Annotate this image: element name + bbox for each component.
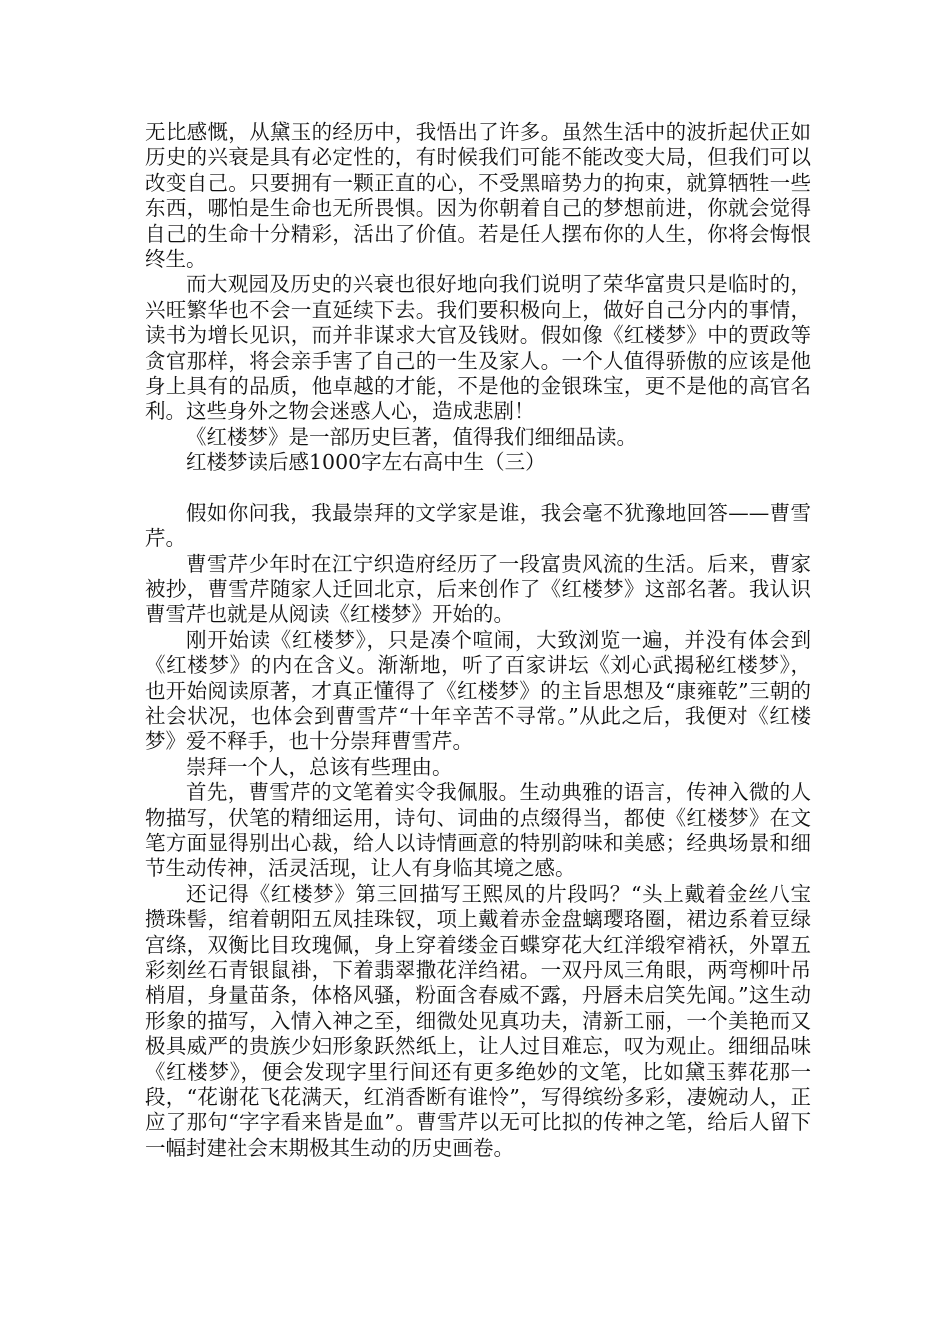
paragraph: 无比感慨，从黛玉的经历中，我悟出了许多。虽然生活中的波折起伏正如历史的兴衰是具有必定性的，有时候我们可能不能改变大局，但我们可以改变自己。只要拥有一颗正直的心，不受黑暗势力的拘束，就算牺牲一些东西，哪怕是生命也无所畏惧。因为你朝着自己的梦想前进，你就会觉得自己的生命十分精彩，活出了价值。若是任人摆布你的人生，你将会悔恨终生。 xyxy=(145,120,811,272)
paragraph: 曹雪芹少年时在江宁织造府经历了一段富贵风流的生活。后来，曹家被抄，曹雪芹随家人迁回北京，后来创作了《红楼梦》这部名著。我认识曹雪芹也就是从阅读《红楼梦》开始的。 xyxy=(145,551,811,627)
document-body xyxy=(145,120,811,1161)
paragraph: 红楼梦读后感1000字左右高中生（三） xyxy=(186,450,546,475)
essay-part-one xyxy=(145,120,811,476)
essay-part-three xyxy=(145,501,811,1162)
blank-line xyxy=(145,476,811,501)
paragraph: 首先，曹雪芹的文笔着实令我佩服。生动典雅的语言，传神入微的人物描写，伏笔的精细运用，诗句、词曲的点缀得当，都使《红楼梦》在文笔方面显得别出心裁，给人以诗情画意的特别韵味和美感；经典场景和细节生动传神，活灵活现，让人有身临其境之感。 xyxy=(145,780,811,881)
paragraph: 《红楼梦》是一部历史巨著，值得我们细细品读。 xyxy=(186,424,637,449)
paragraph: 假如你问我，我最崇拜的文学家是谁，我会毫不犹豫地回答——曹雪芹。 xyxy=(145,500,811,551)
paragraph: 还记得《红楼梦》第三回描写王熙凤的片段吗？“头上戴着金丝八宝攒珠髻，绾着朝阳五凤挂珠钗，项上戴着赤金盘螭璎珞圈，裙边系着豆绿宫绦，双衡比目玫瑰佩，身上穿着缕金百蝶穿花大红洋缎窄褙袄，外罩五彩刻丝石青银鼠褂，下着翡翠撒花洋绉裙。一双丹凤三角眼，两弯柳叶吊梢眉，身量苗条，体格风骚，粉面含春威不露，丹唇未启笑先闻。”这生动形象的描写，入情入神之至，细微处见真功夫，清新工丽，一个美艳而又极具威严的贵族少妇形象跃然纸上，让人过目难忘，叹为观止。细细品味《红楼梦》，便会发现字里行间还有更多绝妙的文笔，比如黛玉葬花那一段，“花谢花飞花满天，红消香断有谁怜”，写得缤纷多彩，凄婉动人，正应了那句“字字看来皆是血”。曹雪芹以无可比拟的传神之笔，给后人留下一幅封建社会末期极其生动的历史画卷。 xyxy=(145,881,811,1160)
paragraph: 刚开始读《红楼梦》，只是凑个喧闹，大致浏览一遍，并没有体会到《红楼梦》的内在含义。渐渐地，听了百家讲坛《刘心武揭秘红楼梦》，也开始阅读原著，才真正懂得了《红楼梦》的主旨思想及“康雍乾”三朝的社会状况，也体会到曹雪芹“十年辛苦不寻常。”从此之后，我便对《红楼梦》爱不释手，也十分崇拜曹雪芹。 xyxy=(145,627,811,754)
paragraph: 崇拜一个人，总该有些理由。 xyxy=(186,754,453,779)
paragraph: 而大观园及历史的兴衰也很好地向我们说明了荣华富贵只是临时的，兴旺繁华也不会一直延续下去。我们要积极向上，做好自己分内的事情，读书为增长见识，而并非谋求大官及钱财。假如像《红楼梦》中的贾政等贪官那样，将会亲手害了自己的一生及家人。一个人值得骄傲的应该是他身上具有的品质，他卓越的才能，不是他的金银珠宝，更不是他的高官名利。这些身外之物会迷惑人心，造成悲剧！ xyxy=(145,272,811,424)
